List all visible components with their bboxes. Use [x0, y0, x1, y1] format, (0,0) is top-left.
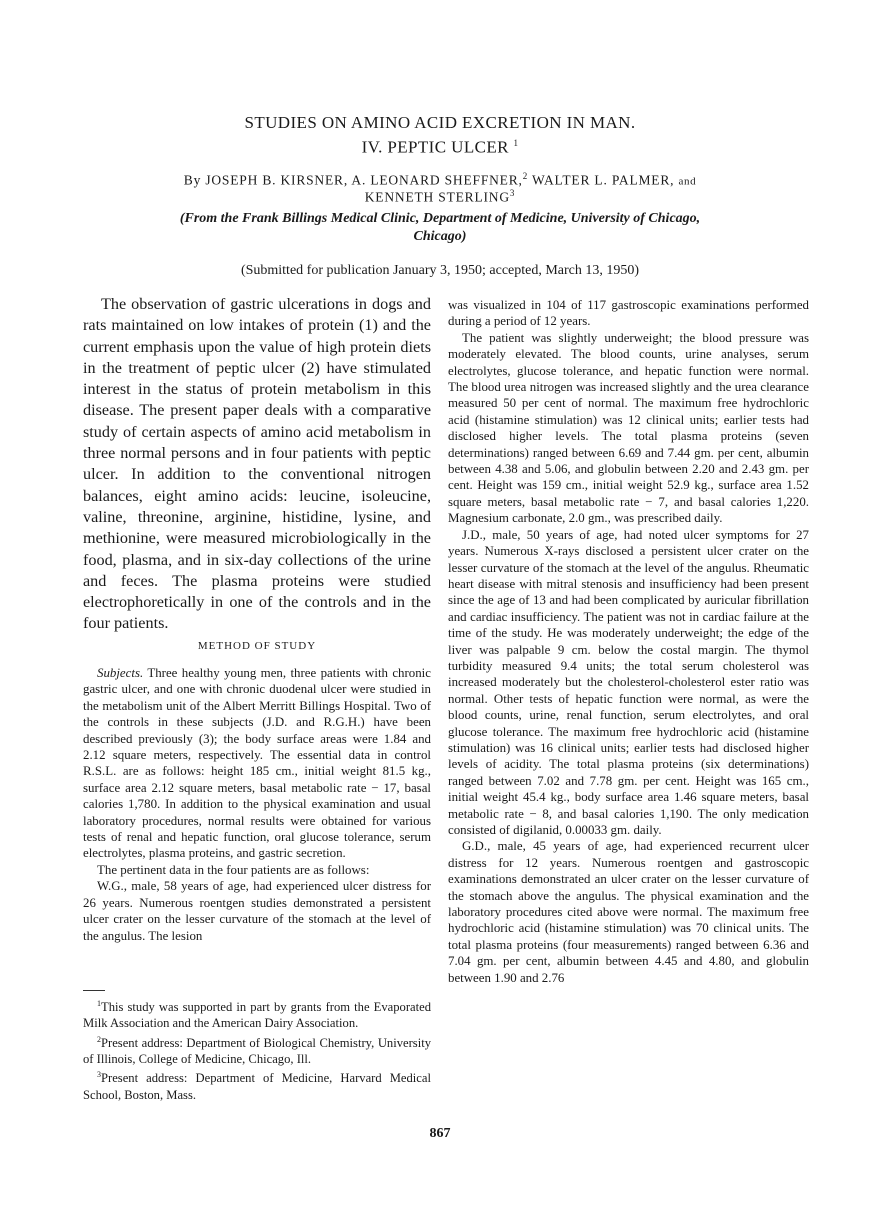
footnote-1: [83, 996, 431, 1032]
author-kirsner-sheffner: JOSEPH B. KIRSNER, A. LEONARD SHEFFNER,: [205, 172, 523, 188]
wg-paragraph: W.G., male, 58 years of age, had experienced ulcer distress for 26 years. Numerous roentgen studies demonstrated a persistent ulcer crater on the lesser curvature of the stomach at the level of the angulus. The lesion: [83, 879, 431, 943]
author-sterling: KENNETH STERLING: [364, 189, 510, 205]
subjects-label: Subjects.: [97, 666, 144, 680]
footnote-2: [83, 1032, 431, 1068]
footnote-mark-3: 3: [509, 188, 516, 198]
footnote-mark-2: 2: [522, 171, 529, 181]
footnote-rule: [83, 990, 105, 991]
article-title-line1: STUDIES ON AMINO ACID EXCRETION IN MAN.: [244, 113, 636, 132]
and-label: and: [678, 175, 697, 188]
article-title-line2: IV. PEPTIC ULCER $^1$: [361, 137, 519, 157]
footnote-3: [83, 1067, 431, 1103]
subjects-text: Three healthy young men, three patients with chronic gastric ulcer, and one with chronic duodenal ulcer were studied in the metabolism unit of the Albert Merritt Billings Hospital. Two of the controls in these subjects (J.D. and R.G.H.) have been described previously (3); the body surface areas were 1.84 and 2.12 square meters, respectively. The essential data in control R.S.L. are as follows: height 185 cm., initial weight 81.5 kg., surface area 2.12 square meters, basal metabolic rate − 17, basal calories 1,780. In addition to the physical examination and usual laboratory procedures, normal results were obtained for various tests of renal and hepatic function, oral glucose tolerance, serum electrolytes, plasma proteins, and gastric secretion.: [83, 666, 431, 861]
subjects-paragraph: [83, 665, 431, 862]
wg-paragraph-2: The patient was slightly underweight; the blood pressure was moderately elevated. The blood counts, urine analyses, serum electrolytes, glucose tolerance, and hepatic function were normal. The blood urea nitrogen was increased slightly and the urea clearance measured 50 per cent of normal. The maximum free hydrochloric acid (histamine stimulation) was 12 clinical units; earlier tests had disclosed higher levels. The total plasma proteins (seven determinations) ranged between 6.69 and 7.44 gm. per cent, albumin between 4.38 and 5.06, and globulin between 2.20 and 2.43 gm. per cent. Height was 159 cm., initial weight 52.9 kg., surface area 1.52 square meters, basal metabolic rate − 7, and basal calories 1,220. Magnesium carbonate, 2.0 gm., was prescribed daily.: [448, 330, 809, 526]
intro-paragraph: The observation of gastric ulcerations in dogs and rats maintained on low intakes of protein (1) and the current emphasis upon the value of high protein diets in the treatment of peptic ulcer (2) have stimulated interest in the status of protein metabolism in this disease. The present paper deals with a comparative study of certain aspects of amino acid metabolism in three normal persons and in four patients with peptic ulcer. In addition to the conventional nitrogen balances, eight amino acids: leucine, isoleucine, valine, threonine, arginine, histidine, lysine, and methionine, were measured microbiologically in the food, plasma, and in six-day collections of the urine and feces. The plasma proteins were studied electrophoretically in one of the controls and in the four patients.: [83, 295, 431, 633]
jd-paragraph: J.D., male, 50 years of age, had noted ulcer symptoms for 27 years. Numerous X-rays disclosed a persistent ulcer crater on the lesser curvature of the stomach at the level of the angulus. Rheumatic heart disease with mitral stenosis and insufficiency had been present since the age of 13 and had been complicated by auricular fibrillation and cardiac insufficiency. The patient was not in cardiac failure at the time of the study. He was moderately underweight; the edge of the liver was palpable 9 cm. below the costal margin. The thymol turbidity measured 9.4 units; the total serum cholesterol was increased moderately but the cholesterol-cholesterol ester ratio was normal. Other tests of hepatic function were normal, as were the blood counts, urine, renal function, serum electrolytes, and oral glucose tolerance. The maximum free hydrochloric acid (histamine stimulation) was 16 clinical units; earlier tests had disclosed higher levels of acidity. The total plasma proteins (six determinations) ranged between 7.02 and 7.78 gm. per cent. Height was 165 cm., initial weight 45.4 kg., body surface area 1.46 square meters, basal metabolic rate − 8, and basal calories 1,190. The only medication consisted of digilanid, 0.00033 gm. daily.: [448, 527, 809, 837]
footnote-2-mark: 2: [97, 1034, 101, 1044]
by-label: By: [183, 172, 202, 188]
footnote-3-text: Present address: Department of Medicine, Harvard Medical School, Boston, Mass.: [83, 1071, 431, 1102]
footnote-1-mark: 1: [97, 999, 101, 1008]
author-line2: [0, 184, 880, 207]
method-section: [83, 665, 431, 944]
method-heading: METHOD OF STUDY: [197, 640, 317, 652]
footnotes: [83, 996, 431, 1103]
footnote-1-text: This study was supported in part by grants from the Evaporated Milk Association and the American Dairy Association.: [83, 1000, 431, 1031]
author-palmer: WALTER L. PALMER,: [531, 172, 675, 188]
footnote-2-text: Present address: Department of Biological Chemistry, University of Illinois, College of Medicine, Chicago, Ill.: [83, 1035, 431, 1066]
affiliation-line1: (From the Frank Billings Medical Clinic, Department of Medicine, University of Chicago,: [179, 211, 701, 226]
pertinent-paragraph: The pertinent data in the four patients are as follows:: [97, 862, 370, 877]
wg-continuation: was visualized in 104 of 117 gastroscopic examinations performed during a period of 12 years.: [448, 298, 809, 329]
submission-dates: (Submitted for publication January 3, 1950; accepted, March 13, 1950): [240, 263, 640, 278]
page-number: 867: [429, 1126, 451, 1141]
footnote-3-mark: 3: [97, 1070, 101, 1080]
affiliation-line2: Chicago): [413, 229, 467, 244]
right-column: [448, 297, 809, 986]
title-footnote-mark: 1: [513, 138, 519, 148]
gd-paragraph: G.D., male, 45 years of age, had experienced recurrent ulcer distress for 12 years. Numerous roentgen and gastroscopic examinations demonstrated an ulcer crater on the lesser curvature of the stomach above the angulus. The physical examination and the laboratory procedures cited above were normal. The maximum free hydrochloric acid (histamine stimulation) was 70 clinical units. The total plasma proteins (four measurements) ranged between 6.36 and 7.04 gm. per cent, albumin between 4.45 and 4.80, and globulin between 1.90 and 2.76: [448, 839, 809, 985]
